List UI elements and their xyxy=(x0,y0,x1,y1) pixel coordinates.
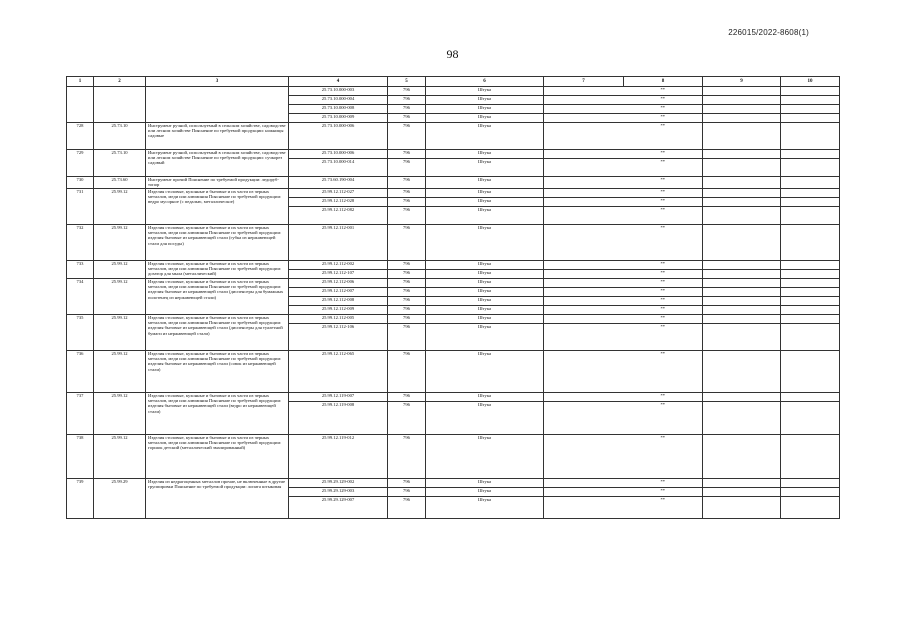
column-8-cell: ** xyxy=(624,105,703,114)
column-7-cell xyxy=(544,87,624,96)
column-8-cell: ** xyxy=(624,189,703,198)
item-description-cell: Инструмент ручной, используемый в сельском хозяйстве, садоводстве или лесном хозяйстве Пояснение по требуемой продукции: ножницы садовые xyxy=(146,123,289,150)
ktru-code-cell: 25.99.12.112-107 xyxy=(289,270,388,279)
okpd-code-cell: 25.73.10 xyxy=(94,123,146,150)
okpd-code-cell: 25.99.12 xyxy=(94,435,146,479)
column-8-cell: ** xyxy=(624,87,703,96)
column-8-cell: ** xyxy=(624,297,703,306)
ktru-code-cell: 25.99.12.112-005 xyxy=(289,315,388,324)
unit-cell: Штука xyxy=(426,270,544,279)
column-8-cell: ** xyxy=(624,288,703,297)
okei-code-cell: 796 xyxy=(388,189,426,198)
unit-cell: Штука xyxy=(426,177,544,189)
okei-code-cell: 796 xyxy=(388,297,426,306)
column-10-cell xyxy=(781,351,840,393)
column-10-cell xyxy=(781,488,840,497)
column-10-cell xyxy=(781,225,840,261)
okei-code-cell: 796 xyxy=(388,87,426,96)
column-8-cell: ** xyxy=(624,479,703,488)
column-7-cell xyxy=(544,270,624,279)
item-description-cell: Изделия столовые, кухонные и бытовые и их части из черных металлов, меди или алюминия Пояснение по требуемой продукции: изделия бытовые из нержавеющей стали (губка из нержавеющей стали для посуды) xyxy=(146,225,289,261)
column-8-cell: ** xyxy=(624,114,703,123)
item-description-cell: Изделия столовые, кухонные и бытовые и их части из черных металлов, меди или алюминия Пояснение по требуемой продукции: изделия бытовые из нержавеющей стали (совок из нержавеющей стали) xyxy=(146,351,289,393)
column-7-cell xyxy=(544,105,624,114)
table-body xyxy=(67,87,840,519)
column-9-cell xyxy=(703,279,781,288)
unit-cell: Штука xyxy=(426,225,544,261)
item-description-cell: Изделия столовые, кухонные и бытовые и их части из черных металлов, меди или алюминия Пояснение по требуемой продукции: горшок детский (металлический эмалированный) xyxy=(146,435,289,479)
column-10-cell xyxy=(781,114,840,123)
column-header: 1 xyxy=(67,77,94,87)
column-10-cell xyxy=(781,189,840,198)
ktru-code-cell: 25.99.12.112-007 xyxy=(289,288,388,297)
column-9-cell xyxy=(703,123,781,150)
table-row xyxy=(67,123,840,150)
column-10-cell xyxy=(781,105,840,114)
ktru-code-cell: 25.99.12.112-027 xyxy=(289,189,388,198)
column-9-cell xyxy=(703,105,781,114)
column-8-cell: ** xyxy=(624,225,703,261)
column-9-cell xyxy=(703,261,781,270)
unit-cell: Штука xyxy=(426,497,544,519)
column-10-cell xyxy=(781,288,840,297)
column-10-cell xyxy=(781,315,840,324)
table-row xyxy=(67,261,840,270)
okei-code-cell: 796 xyxy=(388,198,426,207)
table-row xyxy=(67,279,840,288)
okei-code-cell: 796 xyxy=(388,279,426,288)
item-number-cell xyxy=(67,87,94,123)
column-8-cell: ** xyxy=(624,402,703,435)
unit-cell: Штука xyxy=(426,351,544,393)
column-8-cell: ** xyxy=(624,150,703,159)
column-10-cell xyxy=(781,207,840,225)
column-8-cell: ** xyxy=(624,306,703,315)
ktru-code-cell: 25.99.12.119-007 xyxy=(289,393,388,402)
page-number: 98 xyxy=(446,47,459,61)
item-number-cell: 730 xyxy=(67,177,94,189)
column-8-cell: ** xyxy=(624,123,703,150)
column-header: 8 xyxy=(624,77,703,87)
okei-code-cell: 796 xyxy=(388,435,426,479)
column-8-cell: ** xyxy=(624,488,703,497)
table-row xyxy=(67,435,840,479)
column-9-cell xyxy=(703,114,781,123)
unit-cell: Штука xyxy=(426,306,544,315)
okei-code-cell: 796 xyxy=(388,114,426,123)
table-row xyxy=(67,177,840,189)
okei-code-cell: 796 xyxy=(388,150,426,159)
column-8-cell: ** xyxy=(624,198,703,207)
ktru-code-cell: 25.99.12.112-009 xyxy=(289,306,388,315)
ktru-code-cell: 25.99.12.119-012 xyxy=(289,435,388,479)
okei-code-cell: 796 xyxy=(388,402,426,435)
column-9-cell xyxy=(703,288,781,297)
column-7-cell xyxy=(544,279,624,288)
okpd-code-cell: 25.99.12 xyxy=(94,393,146,435)
okei-code-cell: 796 xyxy=(388,105,426,114)
column-9-cell xyxy=(703,479,781,488)
column-9-cell xyxy=(703,87,781,96)
okpd-code-cell: 25.99.12 xyxy=(94,189,146,225)
item-description-cell: Изделия столовые, кухонные и бытовые и их части из черных металлов, меди или алюминия Пояснение по требуемой продукции: изделия бытовые из нержавеющей стали (диспенсеры для туалетной бумаги из нержавеющей стали) xyxy=(146,315,289,351)
item-description-cell: Изделия столовые, кухонные и бытовые и их части из черных металлов, меди или алюминия Пояснение по требуемой продукции: изделия бытовые из нержавеющей стали (диспенсеры для бумажных полотенец из нержавеющей стали) xyxy=(146,279,289,315)
requirements-table xyxy=(66,76,840,519)
column-9-cell xyxy=(703,393,781,402)
item-description-cell: Изделия столовые, кухонные и бытовые и их части из черных металлов, меди или алюминия Пояснение по требуемой продукции: изделия бытовые из нержавеющей стали (ведро из нержавеющей стали) xyxy=(146,393,289,435)
okei-code-cell: 796 xyxy=(388,324,426,351)
column-10-cell xyxy=(781,402,840,435)
column-9-cell xyxy=(703,306,781,315)
item-number-cell: 738 xyxy=(67,435,94,479)
column-10-cell xyxy=(781,261,840,270)
ktru-code-cell: 25.99.12.112-002 xyxy=(289,261,388,270)
column-10-cell xyxy=(781,150,840,159)
column-7-cell xyxy=(544,351,624,393)
column-7-cell xyxy=(544,159,624,177)
unit-cell: Штука xyxy=(426,402,544,435)
okei-code-cell: 796 xyxy=(388,393,426,402)
column-10-cell xyxy=(781,435,840,479)
column-9-cell xyxy=(703,351,781,393)
column-10-cell xyxy=(781,279,840,288)
column-8-cell: ** xyxy=(624,393,703,402)
ktru-code-cell: 25.99.12.119-008 xyxy=(289,402,388,435)
column-9-cell xyxy=(703,177,781,189)
column-7-cell xyxy=(544,150,624,159)
column-10-cell xyxy=(781,96,840,105)
column-9-cell xyxy=(703,96,781,105)
column-7-cell xyxy=(544,488,624,497)
unit-cell: Штука xyxy=(426,96,544,105)
column-10-cell xyxy=(781,306,840,315)
column-9-cell xyxy=(703,297,781,306)
okei-code-cell: 796 xyxy=(388,225,426,261)
column-9-cell xyxy=(703,435,781,479)
okpd-code-cell: 25.99.12 xyxy=(94,279,146,315)
okei-code-cell: 796 xyxy=(388,315,426,324)
column-8-cell: ** xyxy=(624,497,703,519)
item-description-cell: Изделия столовые, кухонные и бытовые и их части из черных металлов, меди или алюминия Пояснение по требуемой продукции: дозатор для мыла (металлический) xyxy=(146,261,289,279)
item-description-cell: Изделия столовые, кухонные и бытовые и их части из черных металлов, меди или алюминия Пояснение по требуемой продукции: ведро мусорное (с педалью, металлическое) xyxy=(146,189,289,225)
column-7-cell xyxy=(544,315,624,324)
table-row xyxy=(67,150,840,159)
ktru-code-cell: 25.99.12.112-008 xyxy=(289,297,388,306)
column-header: 10 xyxy=(781,77,840,87)
unit-cell: Штука xyxy=(426,297,544,306)
ktru-code-cell: 25.99.12.112-082 xyxy=(289,207,388,225)
okpd-code-cell: 25.99.12 xyxy=(94,351,146,393)
item-number-cell: 739 xyxy=(67,479,94,519)
column-7-cell xyxy=(544,225,624,261)
table-row xyxy=(67,87,840,96)
item-description-cell xyxy=(146,87,289,123)
unit-cell: Штука xyxy=(426,150,544,159)
unit-cell: Штука xyxy=(426,189,544,198)
item-description-cell: Инструмент прочий Пояснение по требуемой продукции: ледоруб-топор xyxy=(146,177,289,189)
okei-code-cell: 796 xyxy=(388,261,426,270)
unit-cell: Штука xyxy=(426,279,544,288)
item-number-cell: 735 xyxy=(67,315,94,351)
okei-code-cell: 796 xyxy=(388,497,426,519)
column-header: 2 xyxy=(94,77,146,87)
item-number-cell: 737 xyxy=(67,393,94,435)
okei-code-cell: 796 xyxy=(388,288,426,297)
ktru-code-cell: 25.73.10.000-014 xyxy=(289,159,388,177)
ktru-code-cell: 25.73.10.000-003 xyxy=(289,87,388,96)
column-10-cell xyxy=(781,87,840,96)
item-description-cell: Инструмент ручной, используемый в сельском хозяйстве, садоводстве или лесном хозяйстве Пояснение по требуемой продукции: сучкорез садовый xyxy=(146,150,289,177)
column-10-cell xyxy=(781,177,840,189)
okpd-code-cell: 25.99.29 xyxy=(94,479,146,519)
column-7-cell xyxy=(544,189,624,198)
column-9-cell xyxy=(703,488,781,497)
unit-cell: Штука xyxy=(426,435,544,479)
unit-cell: Штука xyxy=(426,105,544,114)
column-header: 9 xyxy=(703,77,781,87)
column-7-cell xyxy=(544,207,624,225)
column-7-cell xyxy=(544,288,624,297)
column-header: 4 xyxy=(289,77,388,87)
item-number-cell: 732 xyxy=(67,225,94,261)
column-10-cell xyxy=(781,297,840,306)
okei-code-cell: 796 xyxy=(388,351,426,393)
column-10-cell xyxy=(781,393,840,402)
column-9-cell xyxy=(703,207,781,225)
column-8-cell: ** xyxy=(624,177,703,189)
ktru-code-cell: 25.73.10.000-006 xyxy=(289,150,388,159)
table-header-row xyxy=(67,77,840,87)
column-7-cell xyxy=(544,96,624,105)
table-row xyxy=(67,393,840,402)
unit-cell: Штука xyxy=(426,261,544,270)
ktru-code-cell: 25.73.10.000-008 xyxy=(289,105,388,114)
column-9-cell xyxy=(703,402,781,435)
ktru-code-cell: 25.73.60.190-004 xyxy=(289,177,388,189)
unit-cell: Штука xyxy=(426,488,544,497)
unit-cell: Штука xyxy=(426,198,544,207)
ktru-code-cell: 25.99.12.112-006 xyxy=(289,279,388,288)
column-10-cell xyxy=(781,270,840,279)
column-7-cell xyxy=(544,435,624,479)
column-9-cell xyxy=(703,324,781,351)
column-10-cell xyxy=(781,324,840,351)
item-number-cell: 728 xyxy=(67,123,94,150)
column-9-cell xyxy=(703,270,781,279)
okpd-code-cell: 25.99.12 xyxy=(94,315,146,351)
okei-code-cell: 796 xyxy=(388,207,426,225)
okpd-code-cell: 25.73.10 xyxy=(94,150,146,177)
column-8-cell: ** xyxy=(624,315,703,324)
unit-cell: Штука xyxy=(426,315,544,324)
okei-code-cell: 796 xyxy=(388,96,426,105)
okei-code-cell: 796 xyxy=(388,488,426,497)
column-10-cell xyxy=(781,198,840,207)
column-7-cell xyxy=(544,198,624,207)
ktru-code-cell: 25.99.12.112-065 xyxy=(289,351,388,393)
column-9-cell xyxy=(703,189,781,198)
unit-cell: Штука xyxy=(426,479,544,488)
column-9-cell xyxy=(703,497,781,519)
document-id: 226015/2022-8608(1) xyxy=(728,28,809,37)
item-number-cell: 734 xyxy=(67,279,94,315)
item-number-cell: 731 xyxy=(67,189,94,225)
ktru-code-cell: 25.73.10.000-009 xyxy=(289,114,388,123)
column-7-cell xyxy=(544,324,624,351)
okpd-code-cell: 25.99.12 xyxy=(94,261,146,279)
okei-code-cell: 796 xyxy=(388,159,426,177)
column-7-cell xyxy=(544,261,624,270)
column-7-cell xyxy=(544,123,624,150)
column-8-cell: ** xyxy=(624,324,703,351)
column-9-cell xyxy=(703,315,781,324)
ktru-code-cell: 25.73.10.000-004 xyxy=(289,96,388,105)
column-10-cell xyxy=(781,123,840,150)
ktru-code-cell: 25.99.12.112-106 xyxy=(289,324,388,351)
item-number-cell: 736 xyxy=(67,351,94,393)
column-8-cell: ** xyxy=(624,159,703,177)
unit-cell: Штука xyxy=(426,393,544,402)
column-9-cell xyxy=(703,225,781,261)
unit-cell: Штука xyxy=(426,288,544,297)
column-10-cell xyxy=(781,159,840,177)
column-8-cell: ** xyxy=(624,435,703,479)
column-10-cell xyxy=(781,497,840,519)
okpd-code-cell: 25.73.60 xyxy=(94,177,146,189)
column-7-cell xyxy=(544,177,624,189)
item-number-cell: 733 xyxy=(67,261,94,279)
column-header: 5 xyxy=(388,77,426,87)
column-8-cell: ** xyxy=(624,270,703,279)
column-8-cell: ** xyxy=(624,207,703,225)
column-header: 7 xyxy=(544,77,624,87)
column-7-cell xyxy=(544,393,624,402)
okpd-code-cell: 25.99.12 xyxy=(94,225,146,261)
unit-cell: Штука xyxy=(426,123,544,150)
column-header: 6 xyxy=(426,77,544,87)
ktru-code-cell: 25.99.12.112-001 xyxy=(289,225,388,261)
column-7-cell xyxy=(544,306,624,315)
column-7-cell xyxy=(544,114,624,123)
column-header: 3 xyxy=(146,77,289,87)
unit-cell: Штука xyxy=(426,87,544,96)
table-row xyxy=(67,315,840,324)
okei-code-cell: 796 xyxy=(388,270,426,279)
column-7-cell xyxy=(544,297,624,306)
column-8-cell: ** xyxy=(624,279,703,288)
table-row xyxy=(67,479,840,488)
column-9-cell xyxy=(703,198,781,207)
table-row xyxy=(67,189,840,198)
okei-code-cell: 796 xyxy=(388,306,426,315)
column-7-cell xyxy=(544,497,624,519)
okei-code-cell: 796 xyxy=(388,177,426,189)
column-8-cell: ** xyxy=(624,261,703,270)
okei-code-cell: 796 xyxy=(388,123,426,150)
table-row xyxy=(67,225,840,261)
ktru-code-cell: 25.99.12.112-028 xyxy=(289,198,388,207)
column-9-cell xyxy=(703,150,781,159)
ktru-code-cell: 25.99.29.129-007 xyxy=(289,497,388,519)
unit-cell: Штука xyxy=(426,159,544,177)
column-7-cell xyxy=(544,402,624,435)
item-description-cell: Изделия из недрагоценных металлов прочие, не включенные в другие группировки Пояснение по требуемой продукции: лопата штыковая xyxy=(146,479,289,519)
column-7-cell xyxy=(544,479,624,488)
ktru-code-cell: 25.99.29.129-003 xyxy=(289,488,388,497)
ktru-code-cell: 25.73.10.000-006 xyxy=(289,123,388,150)
column-9-cell xyxy=(703,159,781,177)
ktru-code-cell: 25.99.29.129-002 xyxy=(289,479,388,488)
item-number-cell: 729 xyxy=(67,150,94,177)
table-row xyxy=(67,351,840,393)
unit-cell: Штука xyxy=(426,324,544,351)
column-8-cell: ** xyxy=(624,96,703,105)
column-10-cell xyxy=(781,479,840,488)
column-8-cell: ** xyxy=(624,351,703,393)
unit-cell: Штука xyxy=(426,207,544,225)
okpd-code-cell xyxy=(94,87,146,123)
unit-cell: Штука xyxy=(426,114,544,123)
okei-code-cell: 796 xyxy=(388,479,426,488)
